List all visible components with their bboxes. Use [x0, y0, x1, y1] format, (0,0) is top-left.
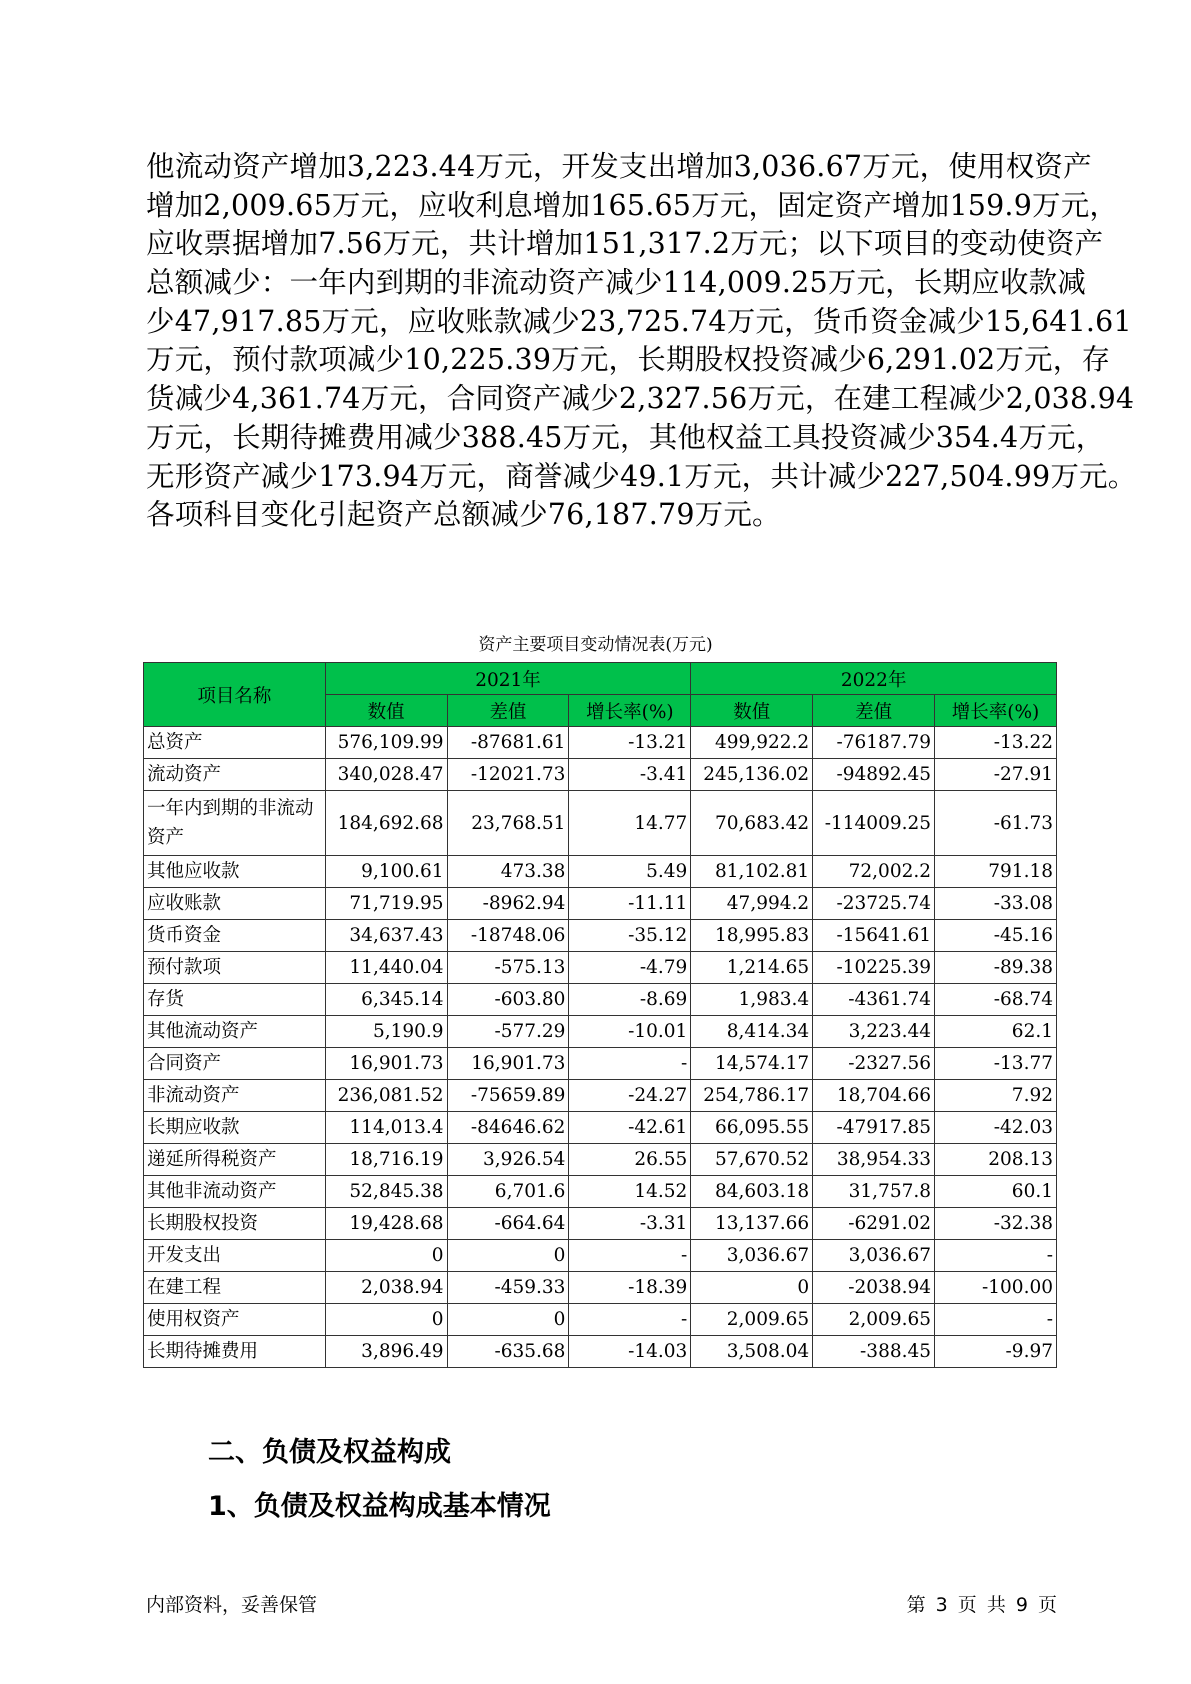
cell-value-2022: 14,574.17: [691, 1048, 813, 1080]
cell-value-2022: 47,994.2: [691, 888, 813, 920]
table-row: [144, 1304, 1057, 1336]
table-row: [144, 1208, 1057, 1240]
cell-diff-2022: -94892.45: [813, 759, 935, 791]
table-row: [144, 952, 1057, 984]
cell-value-2021: 576,109.99: [325, 727, 447, 759]
cell-growth-2021: -35.12: [569, 920, 691, 952]
cell-value-2021: 6,345.14: [325, 984, 447, 1016]
cell-diff-2022: -388.45: [813, 1336, 935, 1368]
cell-diff-2022: -2327.56: [813, 1048, 935, 1080]
cell-growth-2022: -: [935, 1304, 1057, 1336]
cell-diff-2022: 72,002.2: [813, 856, 935, 888]
cell-diff-2021: -12021.73: [447, 759, 569, 791]
cell-item-name: 长期股权投资: [144, 1208, 326, 1240]
cell-diff-2022: -10225.39: [813, 952, 935, 984]
cell-value-2021: 184,692.68: [325, 791, 447, 856]
cell-value-2021: 236,081.52: [325, 1080, 447, 1112]
cell-diff-2021: 16,901.73: [447, 1048, 569, 1080]
cell-growth-2022: -: [935, 1240, 1057, 1272]
cell-diff-2021: -575.13: [447, 952, 569, 984]
body-paragraph: [146, 148, 1137, 535]
table-row: [144, 1336, 1057, 1368]
footer-confidential-note: 内部资料，妥善保管: [146, 1594, 318, 1616]
cell-growth-2021: -: [569, 1048, 691, 1080]
paragraph-line: 他流动资产增加3,223.44万元，开发支出增加3,036.67万元，使用权资产: [146, 150, 1092, 183]
cell-value-2021: 18,716.19: [325, 1144, 447, 1176]
cell-item-name: 开发支出: [144, 1240, 326, 1272]
cell-item-name: 应收账款: [144, 888, 326, 920]
cell-value-2021: 2,038.94: [325, 1272, 447, 1304]
table-row: [144, 856, 1057, 888]
table-row: [144, 759, 1057, 791]
cell-diff-2021: 23,768.51: [447, 791, 569, 856]
cell-item-name: 合同资产: [144, 1048, 326, 1080]
paragraph-line: 货减少4,361.74万元，合同资产减少2,327.56万元，在建工程减少2,038.94: [146, 382, 1135, 416]
subsection-heading: 1、负债及权益构成基本情况: [208, 1491, 551, 1522]
cell-value-2022: 66,095.55: [691, 1112, 813, 1144]
table-row: [144, 791, 1057, 856]
cell-value-2021: 9,100.61: [325, 856, 447, 888]
cell-growth-2022: -33.08: [935, 888, 1057, 920]
cell-growth-2022: -61.73: [935, 791, 1057, 856]
cell-item-name: 总资产: [144, 727, 326, 759]
cell-value-2022: 3,036.67: [691, 1240, 813, 1272]
cell-value-2022: 499,922.2: [691, 727, 813, 759]
paragraph-line: 少47,917.85万元，应收账款减少23,725.74万元，货币资金减少15,641.61: [146, 304, 1132, 338]
cell-diff-2022: 2,009.65: [813, 1304, 935, 1336]
cell-value-2021: 114,013.4: [325, 1112, 447, 1144]
cell-item-name: 预付款项: [144, 952, 326, 984]
cell-value-2021: 0: [325, 1240, 447, 1272]
cell-diff-2022: 31,757.8: [813, 1176, 935, 1208]
paragraph-line: 各项科目变化引起资产总额减少76,187.79万元。: [146, 498, 781, 532]
cell-item-name: 其他非流动资产: [144, 1176, 326, 1208]
cell-diff-2022: 18,704.66: [813, 1080, 935, 1112]
cell-diff-2021: -577.29: [447, 1016, 569, 1048]
footer-page-number: 第 3 页 共 9 页: [906, 1594, 1057, 1616]
cell-value-2022: 1,214.65: [691, 952, 813, 984]
cell-growth-2021: -3.41: [569, 759, 691, 791]
paragraph-line: 总额减少：一年内到期的非流动资产减少114,009.25万元，长期应收款减: [146, 266, 1087, 300]
cell-growth-2022: -13.77: [935, 1048, 1057, 1080]
paragraph-line: 无形资产减少173.94万元，商誉减少49.1万元，共计减少227,504.99万元。: [146, 459, 1137, 493]
cell-value-2022: 3,508.04: [691, 1336, 813, 1368]
subheader-value-2021: 数值: [325, 695, 447, 727]
cell-diff-2021: 0: [447, 1304, 569, 1336]
cell-value-2022: 13,137.66: [691, 1208, 813, 1240]
cell-value-2022: 70,683.42: [691, 791, 813, 856]
cell-value-2022: 2,009.65: [691, 1304, 813, 1336]
cell-value-2022: 1,983.4: [691, 984, 813, 1016]
cell-value-2022: 254,786.17: [691, 1080, 813, 1112]
cell-diff-2021: -75659.89: [447, 1080, 569, 1112]
table-row: [144, 1176, 1057, 1208]
cell-diff-2021: -84646.62: [447, 1112, 569, 1144]
table-caption: 资产主要项目变动情况表(万元): [478, 635, 713, 655]
cell-diff-2021: -459.33: [447, 1272, 569, 1304]
cell-growth-2021: -3.31: [569, 1208, 691, 1240]
cell-growth-2022: -32.38: [935, 1208, 1057, 1240]
cell-diff-2022: 3,223.44: [813, 1016, 935, 1048]
cell-item-name: 使用权资产: [144, 1304, 326, 1336]
cell-value-2021: 5,190.9: [325, 1016, 447, 1048]
cell-value-2022: 18,995.83: [691, 920, 813, 952]
cell-diff-2022: -23725.74: [813, 888, 935, 920]
cell-diff-2022: -6291.02: [813, 1208, 935, 1240]
cell-value-2021: 16,901.73: [325, 1048, 447, 1080]
cell-growth-2022: -13.22: [935, 727, 1057, 759]
table-row: [144, 1240, 1057, 1272]
table-row: [144, 984, 1057, 1016]
cell-value-2022: 57,670.52: [691, 1144, 813, 1176]
cell-value-2021: 340,028.47: [325, 759, 447, 791]
cell-value-2022: 0: [691, 1272, 813, 1304]
cell-item-name: 流动资产: [144, 759, 326, 791]
cell-diff-2021: -87681.61: [447, 727, 569, 759]
table-row: [144, 1048, 1057, 1080]
cell-item-name: 其他流动资产: [144, 1016, 326, 1048]
paragraph-line: 万元，长期待摊费用减少388.45万元，其他权益工具投资减少354.4万元，: [146, 420, 1105, 454]
cell-growth-2021: -42.61: [569, 1112, 691, 1144]
paragraph-line: 增加2,009.65万元，应收利息增加165.65万元，固定资产增加159.9万元，: [146, 188, 1119, 222]
cell-value-2022: 81,102.81: [691, 856, 813, 888]
header-year-2021: 2021年: [325, 663, 691, 695]
table-row: [144, 1080, 1057, 1112]
cell-growth-2021: -18.39: [569, 1272, 691, 1304]
cell-growth-2021: 14.77: [569, 791, 691, 856]
subheader-growth-2021: 增长率(%): [569, 695, 691, 727]
cell-diff-2021: 3,926.54: [447, 1144, 569, 1176]
subheader-diff-2021: 差值: [447, 695, 569, 727]
header-year-2022: 2022年: [691, 663, 1057, 695]
cell-diff-2021: -18748.06: [447, 920, 569, 952]
cell-growth-2021: -: [569, 1304, 691, 1336]
cell-growth-2022: -9.97: [935, 1336, 1057, 1368]
cell-growth-2022: 791.18: [935, 856, 1057, 888]
cell-growth-2021: -24.27: [569, 1080, 691, 1112]
cell-diff-2022: -4361.74: [813, 984, 935, 1016]
cell-growth-2022: -27.91: [935, 759, 1057, 791]
table-row: [144, 920, 1057, 952]
cell-growth-2021: -10.01: [569, 1016, 691, 1048]
cell-item-name: 其他应收款: [144, 856, 326, 888]
cell-growth-2021: -4.79: [569, 952, 691, 984]
cell-growth-2022: 62.1: [935, 1016, 1057, 1048]
cell-growth-2022: -68.74: [935, 984, 1057, 1016]
paragraph-line: 万元，预付款项减少10,225.39万元，长期股权投资减少6,291.02万元，存: [146, 343, 1111, 377]
cell-value-2021: 52,845.38: [325, 1176, 447, 1208]
cell-value-2021: 11,440.04: [325, 952, 447, 984]
header-item-name: 项目名称: [144, 663, 326, 727]
asset-changes-table: [143, 662, 1057, 1368]
cell-diff-2022: -114009.25: [813, 791, 935, 856]
cell-growth-2022: 60.1: [935, 1176, 1057, 1208]
cell-growth-2021: -13.21: [569, 727, 691, 759]
cell-value-2022: 8,414.34: [691, 1016, 813, 1048]
cell-growth-2022: 7.92: [935, 1080, 1057, 1112]
cell-item-name: 递延所得税资产: [144, 1144, 326, 1176]
cell-diff-2022: 3,036.67: [813, 1240, 935, 1272]
cell-value-2021: 71,719.95: [325, 888, 447, 920]
cell-value-2021: 34,637.43: [325, 920, 447, 952]
cell-item-name: 长期待摊费用: [144, 1336, 326, 1368]
cell-growth-2021: 14.52: [569, 1176, 691, 1208]
subheader-value-2022: 数值: [691, 695, 813, 727]
cell-item-name: 在建工程: [144, 1272, 326, 1304]
cell-growth-2022: -45.16: [935, 920, 1057, 952]
cell-growth-2022: -42.03: [935, 1112, 1057, 1144]
cell-diff-2021: 473.38: [447, 856, 569, 888]
cell-diff-2022: -47917.85: [813, 1112, 935, 1144]
cell-value-2022: 84,603.18: [691, 1176, 813, 1208]
cell-growth-2021: 5.49: [569, 856, 691, 888]
subheader-diff-2022: 差值: [813, 695, 935, 727]
cell-value-2021: 0: [325, 1304, 447, 1336]
cell-growth-2021: -: [569, 1240, 691, 1272]
cell-growth-2021: 26.55: [569, 1144, 691, 1176]
cell-growth-2021: -11.11: [569, 888, 691, 920]
cell-growth-2021: -8.69: [569, 984, 691, 1016]
cell-diff-2022: -76187.79: [813, 727, 935, 759]
cell-diff-2021: -8962.94: [447, 888, 569, 920]
section-heading: 二、负债及权益构成: [208, 1437, 451, 1468]
table-row: [144, 727, 1057, 759]
cell-diff-2021: -603.80: [447, 984, 569, 1016]
cell-diff-2022: -2038.94: [813, 1272, 935, 1304]
cell-item-name: 货币资金: [144, 920, 326, 952]
cell-value-2021: 3,896.49: [325, 1336, 447, 1368]
cell-value-2022: 245,136.02: [691, 759, 813, 791]
cell-value-2021: 19,428.68: [325, 1208, 447, 1240]
cell-growth-2021: -14.03: [569, 1336, 691, 1368]
table-row: [144, 1272, 1057, 1304]
cell-diff-2022: -15641.61: [813, 920, 935, 952]
cell-item-name: 非流动资产: [144, 1080, 326, 1112]
cell-item-name: 长期应收款: [144, 1112, 326, 1144]
table-row: [144, 1112, 1057, 1144]
cell-growth-2022: -100.00: [935, 1272, 1057, 1304]
cell-diff-2021: 0: [447, 1240, 569, 1272]
subheader-growth-2022: 增长率(%): [935, 695, 1057, 727]
paragraph-line: 应收票据增加7.56万元，共计增加151,317.2万元；以下项目的变动使资产: [146, 227, 1104, 261]
cell-diff-2021: 6,701.6: [447, 1176, 569, 1208]
table-row: [144, 1144, 1057, 1176]
cell-growth-2022: -89.38: [935, 952, 1057, 984]
cell-item-name: 存货: [144, 984, 326, 1016]
cell-diff-2022: 38,954.33: [813, 1144, 935, 1176]
table-row: [144, 1016, 1057, 1048]
cell-diff-2021: -664.64: [447, 1208, 569, 1240]
cell-item-name: 一年内到期的非流动资产: [144, 791, 326, 856]
cell-diff-2021: -635.68: [447, 1336, 569, 1368]
table-row: [144, 888, 1057, 920]
cell-growth-2022: 208.13: [935, 1144, 1057, 1176]
